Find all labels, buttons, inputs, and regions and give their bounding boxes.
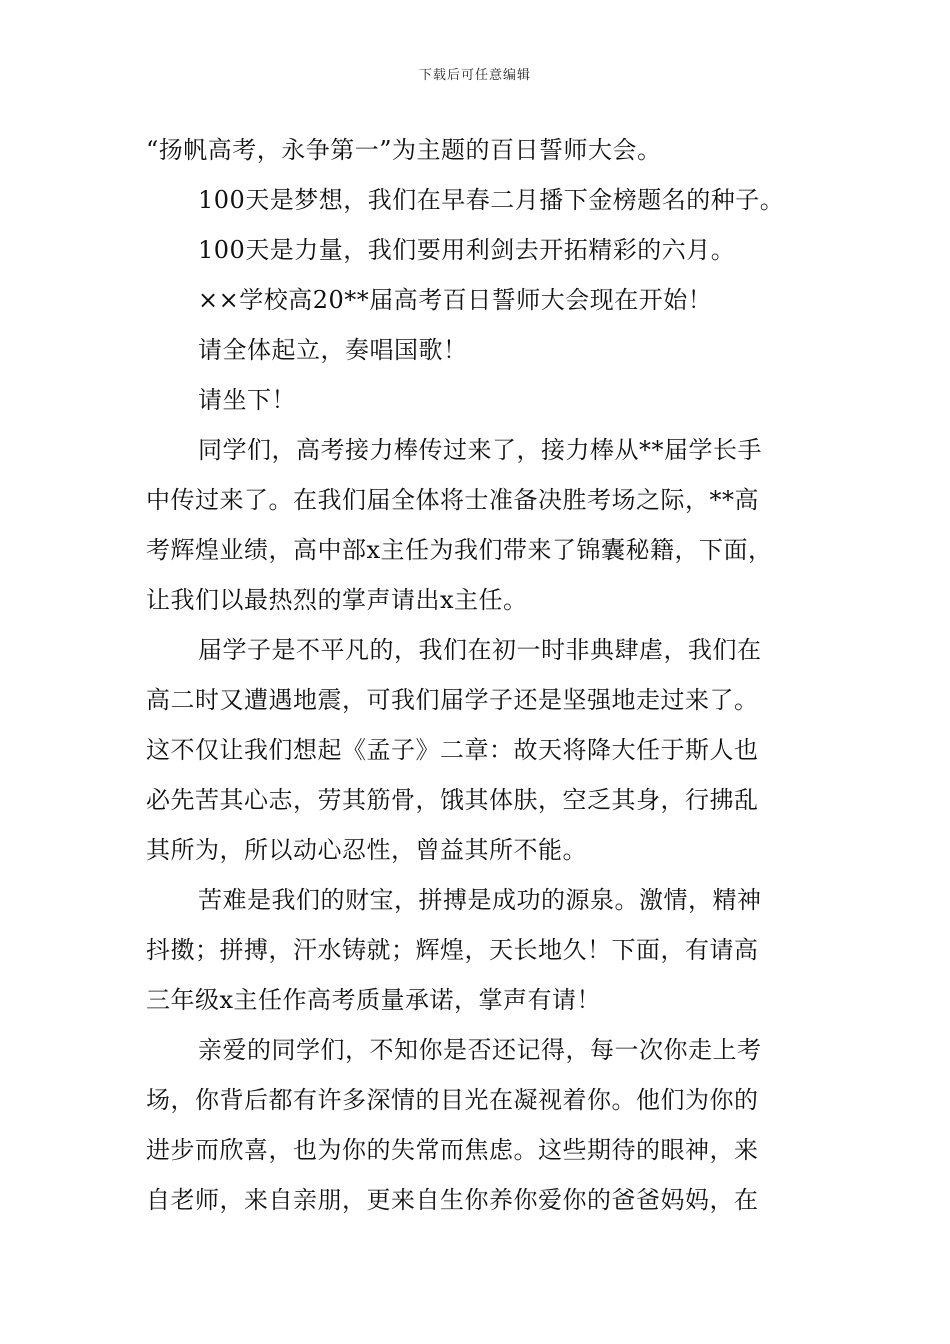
text-line-18: 三年级x主任作高考质量承诺，掌声有请！: [146, 986, 602, 1014]
text-line-4: ××学校高20**届高考百日誓师大会现在开始！: [198, 286, 713, 314]
text-line-17: 抖擞；拼搏，汗水铸就；辉煌，天长地久！下面，有请高: [146, 936, 759, 964]
text-line-8: 中传过来了。在我们届全体将士准备决胜考场之际，**高: [146, 486, 759, 514]
text-line-22: 自老师，来自亲朋，更来自生你养你爱你的爸爸妈妈，在: [146, 1186, 759, 1214]
text-line-6: 请坐下！: [198, 386, 296, 414]
text-line-9: 考辉煌业绩，高中部x主任为我们带来了锦囊秘籍，下面，: [146, 536, 773, 564]
text-line-3: 100天是力量，我们要用利剑去开拓精彩的六月。: [198, 236, 736, 264]
text-line-11: 届学子是不平凡的，我们在初一时非典肆虐，我们在: [198, 636, 762, 664]
text-line-12: 高二时又遭遇地震，可我们届学子还是坚强地走过来了。: [146, 686, 759, 714]
page-header-note: 下载后可任意编辑: [418, 68, 531, 83]
text-line-1: “扬帆高考，永争第一”为主题的百日誓师大会。: [146, 136, 662, 164]
text-line-5: 请全体起立，奏唱国歌！: [198, 336, 468, 364]
text-line-19: 亲爱的同学们，不知你是否还记得，每一次你走上考: [198, 1036, 762, 1064]
text-line-20: 场，你背后都有许多深情的目光在凝视着你。他们为你的: [146, 1086, 759, 1114]
document-body: [146, 125, 806, 1225]
text-line-15: 其所为，所以动心忍性，曾益其所不能。: [146, 836, 587, 864]
text-line-13: 这不仅让我们想起《孟子》二章：故天将降大任于斯人也: [146, 736, 759, 764]
text-line-16: 苦难是我们的财宝，拼搏是成功的源泉。激情，精神: [198, 886, 762, 914]
text-line-21: 进步而欣喜，也为你的失常而焦虑。这些期待的眼神，来: [146, 1136, 759, 1164]
text-line-14: 必先苦其心志，劳其筋骨，饿其体肤，空乏其身，行拂乱: [146, 786, 759, 814]
text-line-7: 同学们，高考接力棒传过来了，接力棒从**届学长手: [198, 436, 762, 464]
text-line-2: 100天是梦想，我们在早春二月播下金榜题名的种子。: [198, 186, 785, 214]
text-line-10: 让我们以最热烈的掌声请出x主任。: [146, 586, 528, 614]
